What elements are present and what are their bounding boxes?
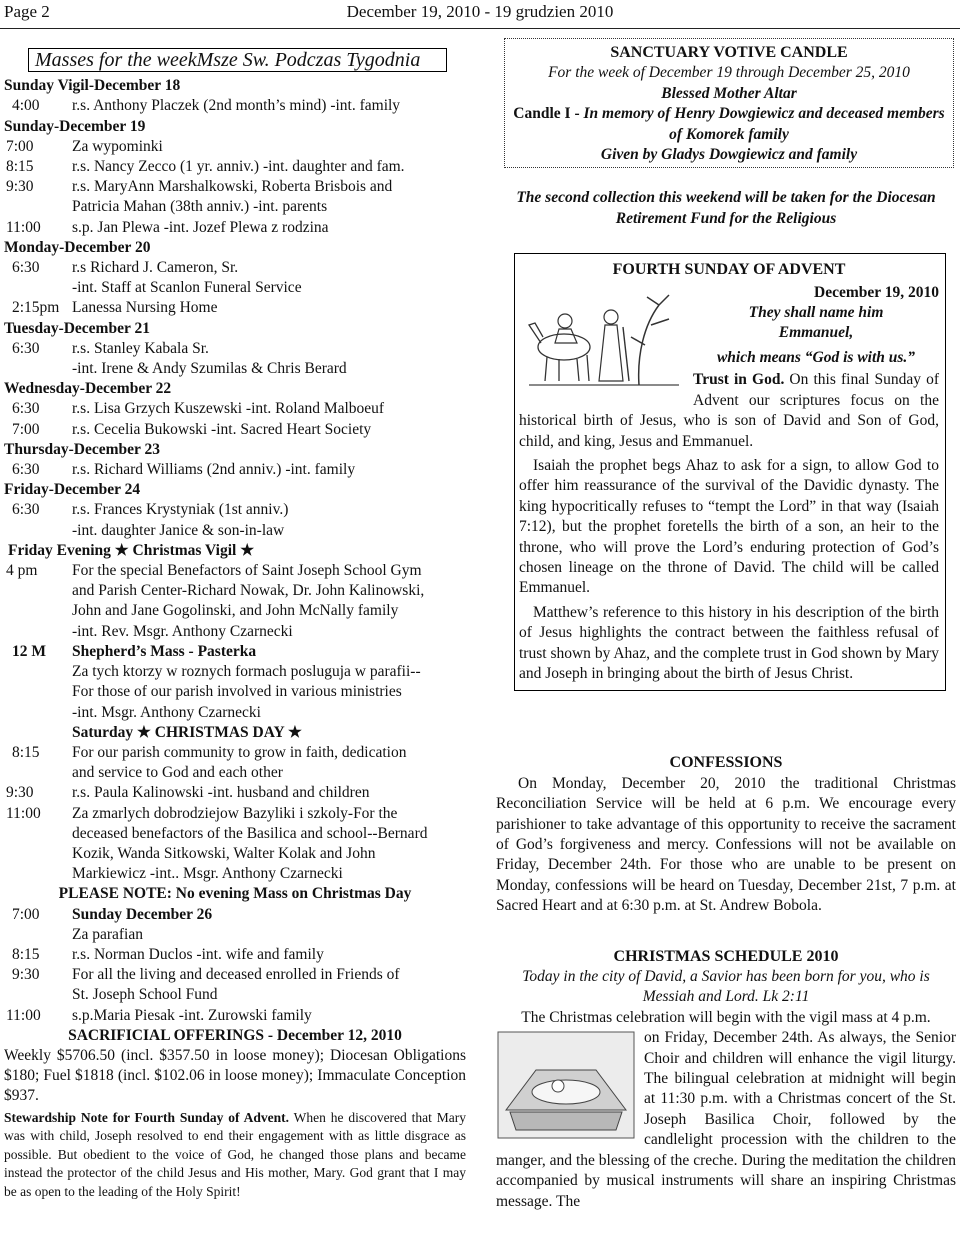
mass-entry: 11:00 s.p. Jan Plewa -int. Jozef Plewa z rodzina — [6, 218, 329, 236]
second-collection: The second collection this weekend will be taken for the Diocesan Retirement Fund for the Religious — [516, 189, 936, 227]
mass-entry-cont: John and Jane Gogolinski, and John McNally family — [72, 602, 399, 620]
mass-entry-cont: -int. Staff at Scanlon Funeral Service — [72, 279, 302, 297]
page-number: Page 2 — [4, 2, 50, 21]
day-heading: Sunday-December 19 — [4, 117, 146, 135]
mass-entry-cont: deceased benefactors of the Basilica and school--Bernard — [72, 824, 428, 842]
advent-title: FOURTH SUNDAY OF ADVENT — [612, 261, 846, 279]
mass-entry-cont: -int. Rev. Msgr. Anthony Czarnecki — [72, 622, 293, 640]
stewardship-note: Stewardship Note for Fourth Sunday of Advent. When he discovered that Mary was with child, Joseph resolved to end their engagement with as little disgrace as possible. But obedient to the voice of God, he changed those plans and became instead the protector of the child Jesus and His mother, Mary. God grant that I may be as open to the leading of the Holy Spirit! — [4, 1109, 466, 1199]
nativity-manger-illustration-icon — [496, 1030, 636, 1140]
votive-title: SANCTUARY VOTIVE CANDLE — [610, 44, 848, 61]
mass-entry-cont: St. Joseph School Fund — [72, 986, 218, 1004]
day-heading: Monday-December 20 — [4, 238, 151, 256]
mass-entry: 6:30 r.s Richard J. Cameron, Sr. — [12, 259, 239, 277]
offerings-title: SACRIFICIAL OFFERINGS - December 12, 2010 — [68, 1026, 402, 1044]
mass-entry-cont: For those of our parish involved in various ministries — [72, 683, 402, 701]
votive-altar: Blessed Mother Altar — [661, 84, 797, 102]
votive-candle-box — [504, 38, 954, 168]
christmas-schedule-quote: Today in the city of David, a Savior has been born for you, who is Messiah and Lord. Lk 2:11 — [522, 968, 930, 1006]
friday-evening-heading: Friday Evening ★ Christmas Vigil ★ — [8, 541, 255, 559]
mass-entry: 9:30 r.s. MaryAnn Marshalkowski, Roberta Brisbois and — [6, 178, 393, 196]
advent-paragraph-1: Trust in God. On this final Sunday of Advent our scriptures focus on the historical birth of Jesus, who is son of David and Son of God, child, and king, Jesus and Emmanuel. — [519, 371, 939, 450]
mass-entry-cont: Markiewicz -int.. Msgr. Anthony Czarnecki — [72, 865, 343, 883]
mass-entry-cont: -int. daughter Janice & son-in-law — [72, 521, 285, 539]
mass-entry: 7:00 r.s. Cecelia Bukowski -int. Sacred Heart Society — [12, 420, 372, 438]
mass-entry-cont: Kozik, Wanda Sitkowski, Walter Kolak and John — [72, 844, 376, 862]
christmas-note: PLEASE NOTE: No evening Mass on Christmas Day — [58, 885, 412, 903]
advent-date: December 19, 2010 — [814, 283, 939, 301]
christmas-schedule-text: on Friday, December 24th. As always, the Senior Choir and children will enhance the vigil liturgy. The bilingual celebration at midnight will begin at 11:30 p.m. with a Christmas concert of the St. Joseph Basilica Choir, followed by the candlelight procession with the children to the manger, and the blessing of the creche. During the meditation the children accompanied by musical instruments will share an inspiring Christmas message. The — [496, 1029, 956, 1210]
mass-entry: 8:15 r.s. Nancy Zecco (1 yr. anniv.) -int. daughter and fam. — [6, 158, 405, 176]
mass-entry: 7:00 Za wypominki — [6, 137, 163, 155]
day-heading: Tuesday-December 21 — [4, 319, 150, 337]
christmas-schedule-line1: The Christmas celebration will begin with the vigil mass at 4 p.m. — [521, 1008, 931, 1026]
advent-paragraph-2: Isaiah the prophet begs Ahaz to ask for a sign, to allow God to offer him reassurance of the survival of the Davidic dynasty. The king hypocritically refuses to “tempt the Lord” in that way (Isaiah 7:12), but the prophet foretells the birth of a son, an heir to the throne, who will prove the Lord’s enduring protection of God’s chosen lineage on the throne of David. The child will be called Emmanuel. — [519, 456, 939, 597]
votive-week: For the week of December 19 through December 25, 2010 — [548, 64, 910, 82]
day-heading: Wednesday-December 22 — [4, 380, 172, 398]
mass-entry-cont: Za parafian — [72, 925, 143, 943]
offerings-text: Weekly $5706.50 (incl. $357.50 in loose money); Diocesan Obligations $180; Fuel $1818 (incl. $102.06 in loose money); Immaculate Conception $937. — [4, 1046, 466, 1105]
advent-quote-3: which means “God is with us.” — [716, 348, 916, 366]
donkey-journey-illustration-icon — [519, 285, 687, 393]
advent-quote-2: Emmanuel, — [778, 324, 854, 342]
votive-given: Given by Gladys Dowgiewicz and family — [600, 146, 858, 164]
mass-entry: 12 M Shepherd’s Mass - Pasterka — [12, 642, 257, 660]
mass-entry-cont: -int. Irene & Andy Szumilas & Chris Berard — [72, 360, 347, 378]
christmas-schedule-title: CHRISTMAS SCHEDULE 2010 — [613, 947, 839, 965]
masses-column — [4, 48, 466, 1201]
mass-entry: 6:30 r.s. Stanley Kabala Sr. — [12, 339, 209, 357]
advent-quote-1: They shall name him — [748, 304, 884, 322]
mass-entry: 6:30 r.s. Richard Williams (2nd anniv.) -int. family — [12, 461, 356, 479]
header-date: December 19, 2010 - 19 grudzien 2010 — [346, 2, 614, 21]
advent-box — [514, 253, 946, 691]
mass-entry-cont: -int. Msgr. Anthony Czarnecki — [72, 703, 261, 721]
page-header — [0, 0, 960, 29]
announcements-column — [496, 38, 956, 1212]
confessions-text: On Monday, December 20, 2010 the traditional Christmas Reconciliation Service will be held at 6 p.m. We encourage every parishioner to take advantage of this opportunity to receive the sacrament of God’s forgiveness and mercy. Confessions will not be available on Friday, December 24th. For those who are unable to be present on Monday, confessions will be heard on Tuesday, December 21st, 7 p.m. at Sacred Heart and at 6:30 p.m. at St. Andrew Bobola. — [496, 774, 956, 915]
mass-entry-cont: and Parish Center-Richard Nowak, Dr. John Kalinowski, — [72, 582, 425, 600]
mass-entry-cont: and service to God and each other — [72, 764, 283, 782]
mass-entry: 2:15pm Lanessa Nursing Home — [12, 299, 218, 317]
mass-entry: 4 pm For the special Benefactors of Saint Joseph School Gym — [6, 562, 422, 580]
day-heading: Friday-December 24 — [4, 481, 141, 499]
mass-entry: 8:15 For our parish community to grow in faith, dedication — [12, 743, 407, 761]
advent-paragraph-3: Matthew’s reference to this history in his description of the birth of Jesus highlights the contract between the faithless refusal of trust shown by Ahaz, and the complete trust in God shown by Mary and Joseph in bringing about the birth of Jesus Christ. — [519, 603, 939, 682]
mass-entry: 4:00 r.s. Anthony Placzek (2nd month’s mind) -int. family — [12, 97, 401, 115]
mass-entry-cont: Patricia Mahan (38th anniv.) -int. parents — [72, 198, 328, 216]
mass-entry: 6:30 r.s. Frances Krystyniak (1st anniv.) — [12, 501, 289, 519]
christmas-day-heading: Saturday ★ CHRISTMAS DAY ★ — [72, 723, 302, 741]
masses-title: Masses for the weekMsze Sw. Podczas Tygodnia — [28, 48, 447, 72]
mass-entry: 7:00 Sunday December 26 — [12, 905, 213, 923]
confessions-title: CONFESSIONS — [669, 754, 783, 772]
mass-entry: 8:15 r.s. Norman Duclos -int. wife and family — [12, 945, 324, 963]
mass-entry: 9:30 For all the living and deceased enrolled in Friends of — [12, 966, 400, 984]
mass-entry-cont: Za tych ktorzy w roznych formach posluguja w parafii-- — [72, 663, 421, 681]
mass-entry: 11:00 s.p.Maria Piesak -int. Zurowski family — [6, 1006, 312, 1024]
votive-candle: Candle I - In memory of Henry Dowgiewicz and deceased members of Komorek family — [513, 105, 945, 143]
day-heading: Thursday-December 23 — [4, 440, 160, 458]
mass-entry: 11:00 Za zmarlych dobrodziejow Bazyliki i szkoly-For the — [6, 804, 398, 822]
mass-entry: 6:30 r.s. Lisa Grzych Kuszewski -int. Roland Malboeuf — [12, 400, 385, 418]
mass-entry: 9:30 r.s. Paula Kalinowski -int. husband and children — [6, 784, 370, 802]
day-heading: Sunday Vigil-December 18 — [4, 77, 181, 95]
